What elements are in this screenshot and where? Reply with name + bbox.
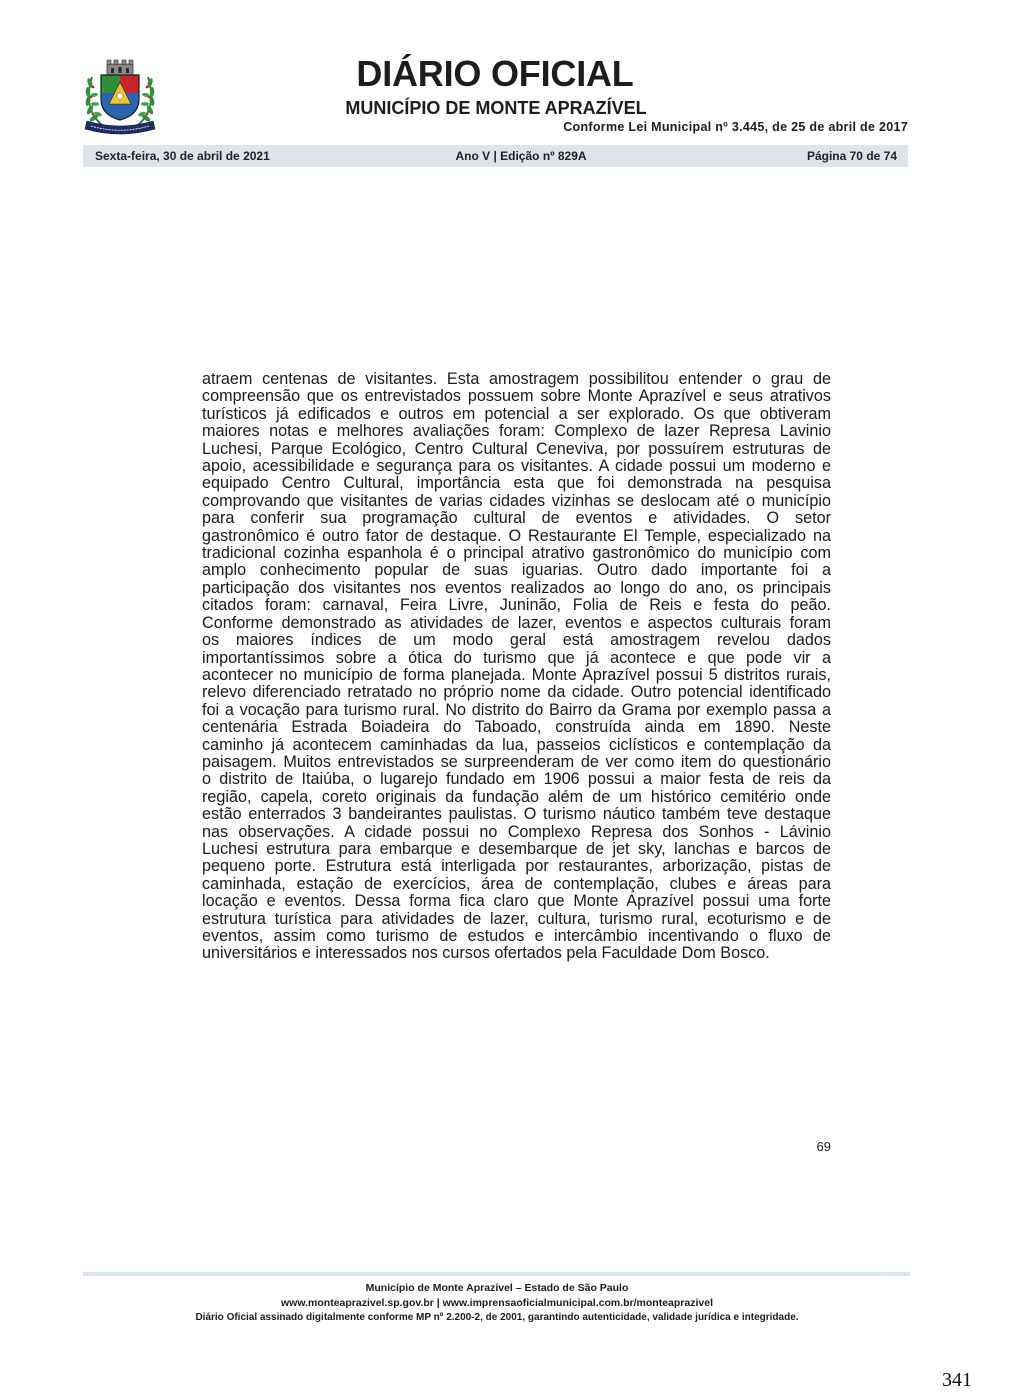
inner-page-number: 69: [816, 1139, 831, 1154]
body-line: comprovando que visitantes de varias cidades vizinhas se deslocam até o município: [202, 491, 831, 510]
body-line: estrutura turística para atividades de lazer, cultura, turismo rural, ecoturismo e de: [202, 909, 831, 928]
body-line: importantíssimos sobre a ótica do turismo que já acontece e que pode vir a: [202, 648, 831, 667]
gazette-title: DIÁRIO OFICIAL: [356, 53, 634, 94]
body-line: equipado Centro Cultural, importância esta que foi demonstrada na pesquisa: [202, 474, 831, 493]
body-line: turísticos já edificados e outros em potencial a ser explorado. Os que obtiveram: [202, 404, 831, 423]
body-line: Conforme demonstrado as atividades de lazer, eventos e aspectos culturais foram: [202, 613, 831, 632]
body-line: eventos, assim como turismo de estudos e intercâmbio incentivando o fluxo de: [202, 927, 831, 945]
body-line: relevo diferenciado retratado no próprio nome da cidade. Outro potencial identificado: [202, 683, 831, 702]
body-line: citados foram: carnaval, Feira Livre, Juninão, Folia de Reis e festa do peão.: [202, 596, 831, 615]
body-line: locação e eventos. Dessa forma fica claro que Monte Aprazível possui uma forte: [202, 892, 831, 911]
shield: [101, 75, 139, 120]
body-line: tradicional cozinha espanhola é o principal atrativo gastronômico do município com: [202, 544, 831, 563]
body-line: acontecer no município de forma planejada. Monte Aprazível possui 5 distritos rurais,: [202, 665, 831, 684]
footer-divider: [83, 1272, 910, 1276]
footer-signature-notice: Diário Oficial assinado digitalmente conforme MP nº 2.200-2, de 2001, garantindo autenticidade, validade jurídica e integridade.: [195, 1312, 799, 1323]
body-line: paisagem. Muitos entrevistados se surpreenderam de ver como item do questionário: [202, 752, 831, 771]
body-line: universitários e interessados nos cursos ofertados pela Faculdade Dom Bosco.: [202, 944, 770, 963]
body-line: participação dos visitantes nos eventos realizados ao longo do ano, os principais: [202, 578, 831, 597]
left-branch: [85, 77, 103, 125]
body-line: nas observações. A cidade possui no Complexo Represa dos Sonhos - Lávinio: [202, 822, 831, 841]
body-line: atraem centenas de visitantes. Esta amostragem possibilitou entender o grau de: [202, 370, 831, 388]
body-line: Luchesi estrutura para embarque e desembarque de jet sky, lanchas e barcos de: [202, 839, 831, 858]
law-reference: Conforme Lei Municipal nº 3.445, de 25 de abril de 2017: [563, 120, 908, 134]
body-line: estão enterrados 3 bandeirantes paulistas. O turismo náutico também teve destaque: [202, 805, 831, 824]
mural-crown: [107, 60, 133, 75]
edition-number: Ano V | Edição nº 829A: [455, 149, 587, 163]
body-line: pequeno porte. Estrutura está interligada por restaurantes, arborização, pistas de: [202, 857, 831, 876]
body-line: centenária Estrada Boiadeira do Taboado, construída ainda em 1890. Neste: [202, 718, 831, 737]
publication-date: Sexta-feira, 30 de abril de 2021: [95, 149, 270, 163]
footer-websites: www.monteaprazivel.sp.gov.br | www.imprensaoficialmunicipal.com.br/monteaprazivel: [281, 1297, 713, 1309]
body-line: Luchesi, Parque Ecológico, Centro Cultural Ceneviva, por possuírem estruturas de: [202, 439, 831, 458]
body-line: apoio, acessibilidade e segurança para os visitantes. A cidade possui um moderno e: [202, 457, 831, 476]
body-line: para conferir sua programação cultural de eventos e atividades. O setor: [202, 509, 831, 528]
body-line: amplo conhecimento popular de suas iguarias. Outro dado importante foi a: [202, 561, 831, 580]
body-text: [202, 371, 831, 963]
body-line: os maiores índices de um modo geral está amostragem revelou dados: [202, 631, 831, 650]
edition-info-bar: [83, 145, 908, 167]
body-line: caminho já acontecem caminhadas da lua, passeios ciclísticos e contemplação da: [202, 735, 831, 754]
body-line: maiores notas e melhores avaliações foram: Complexo de lazer Represa Lavinio: [202, 422, 831, 441]
body-line: o distrito de Itaiúba, o lugarejo fundado em 1906 possui a maior festa de reis da: [202, 770, 831, 789]
right-branch: [138, 77, 156, 125]
body-line: caminhada, estação de exercícios, área de contemplação, clubes e áreas para: [202, 874, 831, 893]
body-line: gastronômico é outro fator de destaque. O Restaurante El Temple, especializado na: [202, 526, 831, 545]
municipality-subtitle: MUNICÍPIO DE MONTE APRAZÍVEL: [345, 98, 647, 118]
sheet-number: 341: [942, 1369, 972, 1391]
body-line: compreensão que os entrevistados possuem sobre Monte Aprazível e seus atrativos: [202, 387, 831, 406]
footer-municipality: Município de Monte Aprazível – Estado de São Paulo: [365, 1282, 629, 1294]
body-line: foi a vocação para turismo rural. No distrito do Bairro da Grama por exemplo passa a: [202, 700, 831, 719]
ribbon: [85, 121, 155, 134]
page-counter: Página 70 de 74: [806, 149, 897, 163]
coat-of-arms-logo: [80, 57, 160, 137]
body-line: região, capela, coreto originais da fundação além de um histórico cemitério onde: [202, 787, 831, 806]
